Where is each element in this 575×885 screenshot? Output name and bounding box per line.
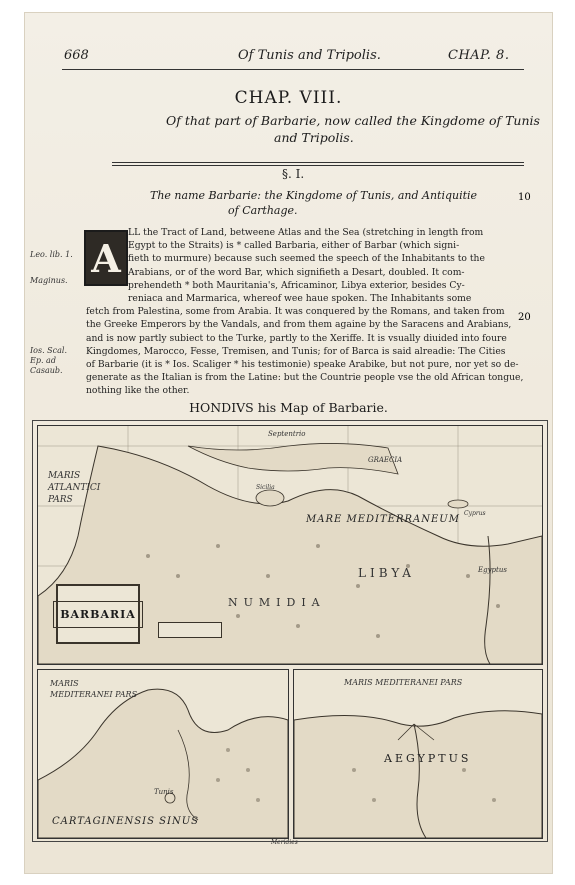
section-title-line: of Carthage. bbox=[228, 204, 298, 217]
body-line: generate as the Italian is from the Latine: but the Countrie people vse the old African tongue, bbox=[86, 372, 524, 384]
margin-number: 10 bbox=[518, 192, 531, 203]
section-title-line: The name Barbarie: the Kingdome of Tunis, and Antiquitie bbox=[150, 189, 478, 202]
body-line: of Barbarie (it is * Ios. Scaliger * his testimonie) speake Arabike, but not pure, nor yet so de- bbox=[86, 359, 519, 371]
inset-left-title: CARTAGINENSIS SINUS bbox=[52, 816, 199, 827]
section-title bbox=[150, 188, 510, 218]
drop-initial-letter: A bbox=[91, 235, 121, 281]
body-line: reniaca and Marmarica, whereof wee haue spoken. The Inhabitants some bbox=[128, 293, 472, 305]
chapter-rule bbox=[112, 162, 524, 166]
body-line: prehendeth * both Mauritania's, Africaminor, Libya exterior, besides Cy- bbox=[128, 279, 465, 291]
margin-note-scaliger: Ios. Scal. Ep. ad Casaub. bbox=[30, 346, 67, 375]
body-line: nothing like the other. bbox=[86, 385, 190, 397]
running-title: Of Tunis and Tripolis. bbox=[238, 48, 381, 63]
region-egypt: Egyptus bbox=[478, 566, 507, 574]
map-cartouche bbox=[56, 584, 140, 644]
region-sicilia: Sicilia bbox=[256, 484, 275, 491]
body-line: fetch from Palestina, some from Arabia. It was conquered by the Romans, and taken from bbox=[86, 306, 505, 318]
sea-main-label: MARE MEDITERRANEUM bbox=[306, 514, 460, 525]
inset-left-sea-label: MARIS MEDITERANEI PARS bbox=[50, 679, 138, 699]
book-page bbox=[24, 12, 553, 874]
inset-right-region: AEGYPTUS bbox=[384, 752, 472, 765]
sea-west-label: MARIS ATLANTICI PARS bbox=[48, 471, 101, 505]
inset-map-carthage bbox=[37, 669, 289, 839]
chapter-title-line: Of that part of Barbarie, now called the Kingdome of Tunis bbox=[166, 113, 540, 128]
head-rule bbox=[62, 69, 524, 70]
north-label: Septentrio bbox=[268, 430, 306, 438]
chapter-title-line: and Tripolis. bbox=[274, 130, 354, 145]
map-caption: HONDIVS his Map of Barbarie. bbox=[189, 400, 388, 415]
body-line: fieth to murmure) because such seemed the speech of the Inhabitants to the bbox=[128, 253, 485, 265]
margin-note-maginus: Maginus. bbox=[30, 276, 68, 285]
main-map bbox=[37, 425, 543, 665]
running-head bbox=[24, 48, 553, 68]
chapter-title bbox=[166, 112, 546, 146]
margin-number-2: 20 bbox=[518, 312, 531, 323]
inset-left-city: Tunis bbox=[154, 788, 174, 796]
body-line: LL the Tract of Land, betweene Atlas and the Sea (stretching in length from bbox=[128, 227, 484, 238]
region-graecia: GRAECIA bbox=[368, 456, 403, 464]
region-numidia: NUMIDIA bbox=[228, 596, 326, 609]
map-scale-bar bbox=[158, 622, 222, 638]
running-chapter: CHAP. 8. bbox=[448, 48, 510, 63]
inset-right-sea-label: MARIS MEDITERANEI PARS bbox=[344, 678, 463, 687]
section-mark: §. I. bbox=[282, 167, 305, 181]
body-line: Arabians, or of the word Bar, which signifieth a Desart, doubled. It com- bbox=[128, 266, 465, 278]
body-line: the Greeke Emperors by the Vandals, and from them againe by the Saracens and Arabians, bbox=[86, 319, 512, 331]
margin-note-leo: Leo. lib. 1. bbox=[30, 250, 73, 259]
cartouche-title: BARBARIA bbox=[53, 601, 143, 628]
region-libya: LIBYA bbox=[358, 566, 415, 580]
south-label: Meridies bbox=[271, 839, 298, 846]
map-plate bbox=[32, 420, 548, 846]
body-line: Egypt to the Straits) is * called Barbaria, either of Barbar (which signi- bbox=[128, 240, 460, 252]
body-line: and is now partly subiect to the Turke, partly to the Xeriffe. It is vsually diuided into foure bbox=[86, 332, 507, 344]
body-line: Kingdomes, Marocco, Fesse, Tremisen, and Tunis; for of Barca is said alreadie: The Cities bbox=[86, 345, 506, 357]
region-cyprus: Cyprus bbox=[464, 510, 486, 517]
chapter-number: CHAP. VIII. bbox=[234, 88, 343, 108]
inset-map-egypt bbox=[293, 669, 543, 839]
page-number: 668 bbox=[64, 48, 89, 63]
body-text bbox=[86, 226, 524, 398]
